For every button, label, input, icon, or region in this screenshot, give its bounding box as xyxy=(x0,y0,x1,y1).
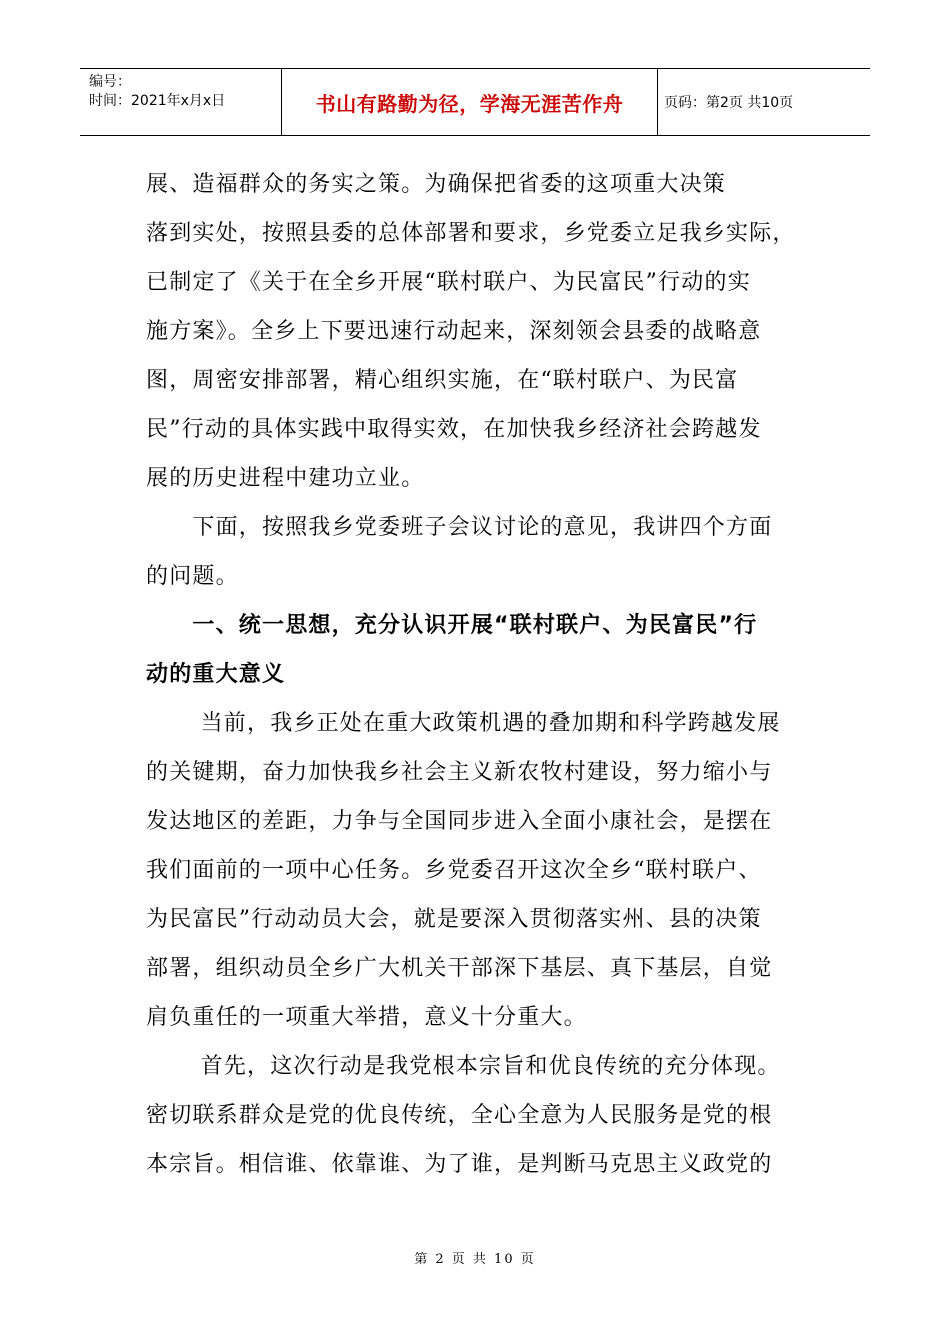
body-line: 展、造福群众的务实之策。为确保把省委的这项重大决策 xyxy=(146,172,727,197)
document-number-label: 编号： xyxy=(89,74,131,90)
body-line: 下面，按照我乡党委班子会议讨论的意见，我讲四个方面 xyxy=(146,515,773,540)
body-line: 已制定了《关于在全乡开展“联村联户、为民富民”行动的实 xyxy=(146,270,751,295)
document-time-label: 时间：2021年x月x日 xyxy=(89,93,226,109)
body-line: 施方案》。全乡上下要迅速行动起来，深刻领会县委的战略意 xyxy=(146,319,762,344)
body-line: 我们面前的一项中心任务。乡党委召开这次全乡“联村联户、 xyxy=(146,858,762,883)
body-line: 本宗旨。相信谁、依靠谁、为了谁，是判断马克思主义政党的 xyxy=(146,1152,773,1177)
body-line: 为民富民”行动动员大会，就是要深入贯彻落实州、县的决策 xyxy=(146,907,762,932)
page-footer: 第 2 页 共 10 页 xyxy=(414,1252,536,1267)
body-line: 部署，组织动员全乡广大机关干部深下基层、真下基层，自觉 xyxy=(146,956,773,981)
body-line: 落到实处，按照县委的总体部署和要求，乡党委立足我乡实际， xyxy=(146,221,796,246)
body-line: 当前，我乡正处在重大政策机遇的叠加期和科学跨越发展 xyxy=(146,711,781,736)
body-line: 密切联系群众是党的优良传统，全心全意为人民服务是党的根 xyxy=(146,1103,773,1128)
header-page-info: 页码：第2页 共10页 xyxy=(664,95,794,111)
body-line: 的问题。 xyxy=(146,564,239,589)
section-heading: 动的重大意义 xyxy=(146,662,286,687)
body-line: 民”行动的具体实践中取得实效，在加快我乡经济社会跨越发 xyxy=(146,417,762,442)
section-heading: 一、统一思想，充分认识开展“联村联户、为民富民”行 xyxy=(146,613,758,638)
document-header xyxy=(80,68,870,136)
body-line: 肩负重任的一项重大举措，意义十分重大。 xyxy=(146,1005,587,1030)
header-motto: 书山有路勤为径，学海无涯苦作舟 xyxy=(282,69,658,135)
body-line: 首先，这次行动是我党根本宗旨和优良传统的充分体现。 xyxy=(146,1054,781,1079)
body-line: 发达地区的差距，力争与全国同步进入全面小康社会，是摆在 xyxy=(146,809,773,834)
body-line: 展的历史进程中建功立业。 xyxy=(146,466,425,491)
document-body xyxy=(146,160,826,1189)
body-line: 的关键期，奋力加快我乡社会主义新农牧村建设，努力缩小与 xyxy=(146,760,773,785)
header-meta xyxy=(80,69,282,135)
body-line: 图，周密安排部署，精心组织实施，在“联村联户、为民富 xyxy=(146,368,739,393)
